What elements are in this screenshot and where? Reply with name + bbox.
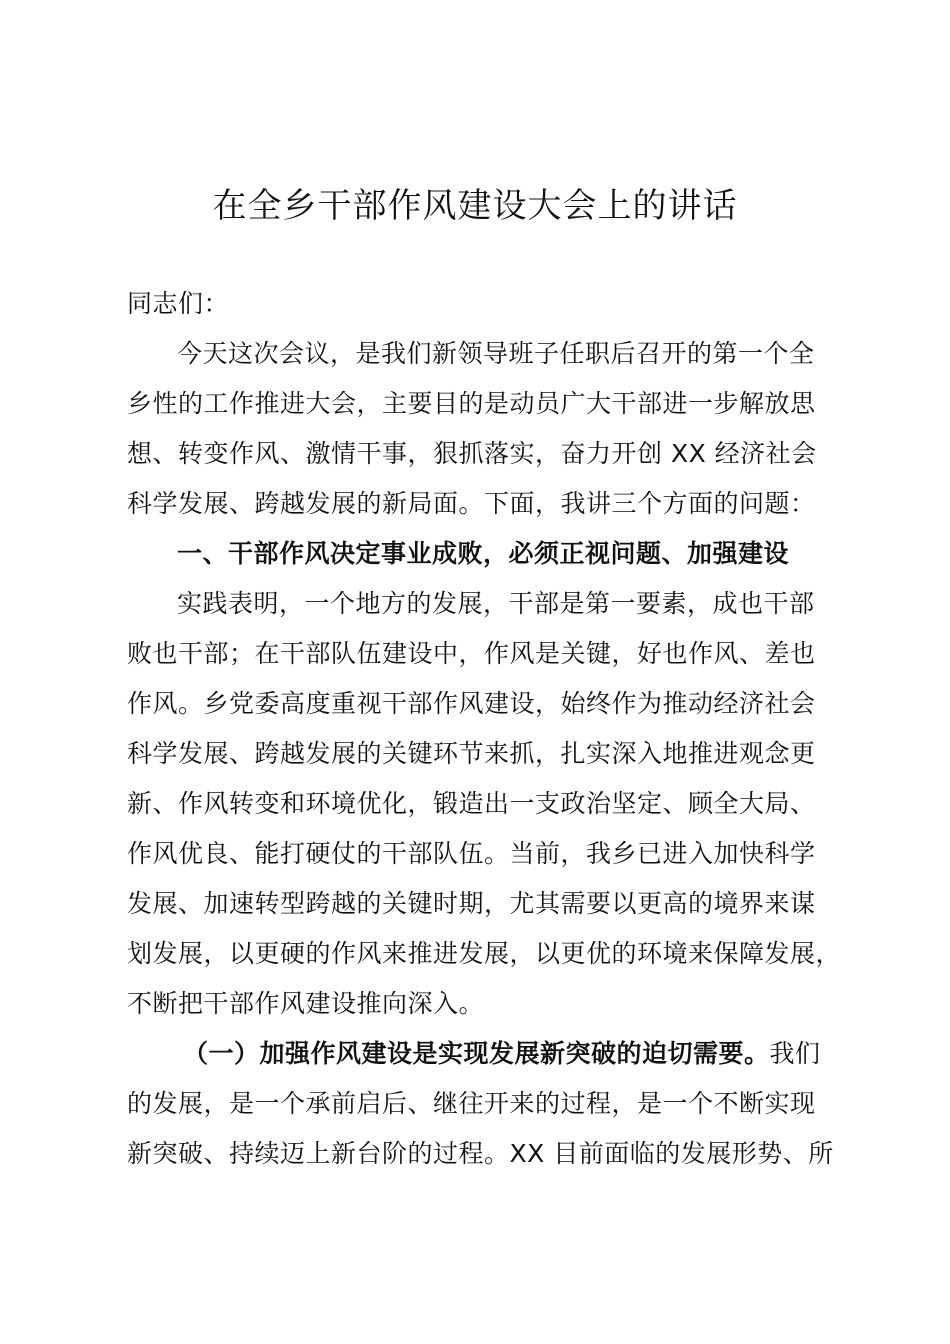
document-body (127, 279, 847, 1179)
paragraph-line: 实践表明，一个地方的发展，干部是第一要素，成也干部 (177, 589, 815, 618)
paragraph-line: 科学发展、跨越发展的新局面。下面，我讲三个方面的问题： (127, 489, 816, 518)
paragraph-line: 新突破、持续迈上新台阶的过程。XX 目前面临的发展形势、所 (127, 1139, 834, 1168)
paragraph-line: 不断把干部作风建设推向深入。 (127, 989, 485, 1018)
paragraph-line: 败也干部；在干部队伍建设中，作风是关键，好也作风、差也 (127, 639, 816, 668)
paragraph-line: 新、作风转变和环境优化，锻造出一支政治坚定、顾全大局、 (127, 789, 816, 818)
paragraph-line: 乡性的工作推进大会，主要目的是动员广大干部进一步解放思 (127, 389, 816, 418)
paragraph-line: 科学发展、跨越发展的关键环节来抓，扎实深入地推进观念更 (127, 739, 816, 768)
section-heading: 一、干部作风决定事业成败，必须正视问题、加强建设 (177, 539, 790, 568)
document-title: 在全乡干部作风建设大会上的讲话 (212, 186, 738, 226)
paragraph-line: 划发展，以更硬的作风来推进发展，以更优的环境来保障发展， (127, 939, 842, 968)
paragraph-line: 今天这次会议，是我们新领导班子任职后召开的第一个全 (177, 339, 815, 368)
paragraph-line (127, 1029, 847, 1079)
paragraph-line: 想、转变作风、激情干事，狠抓落实，奋力开创 XX 经济社会 (127, 439, 817, 468)
paragraph-text: 我们 (769, 1039, 821, 1068)
paragraph-line: 发展、加速转型跨越的关键时期，尤其需要以更高的境界来谋 (127, 889, 816, 918)
salutation: 同志们： (127, 289, 230, 318)
paragraph-line: 作风优良、能打硬仗的干部队伍。当前，我乡已进入加快科学 (127, 839, 816, 868)
paragraph-line: 的发展，是一个承前启后、继往开来的过程，是一个不断实现 (127, 1089, 816, 1118)
subsection-heading: （一）加强作风建设是实现发展新突破的迫切需要。 (183, 1039, 770, 1068)
paragraph-line: 作风。乡党委高度重视干部作风建设，始终作为推动经济社会 (127, 689, 816, 718)
